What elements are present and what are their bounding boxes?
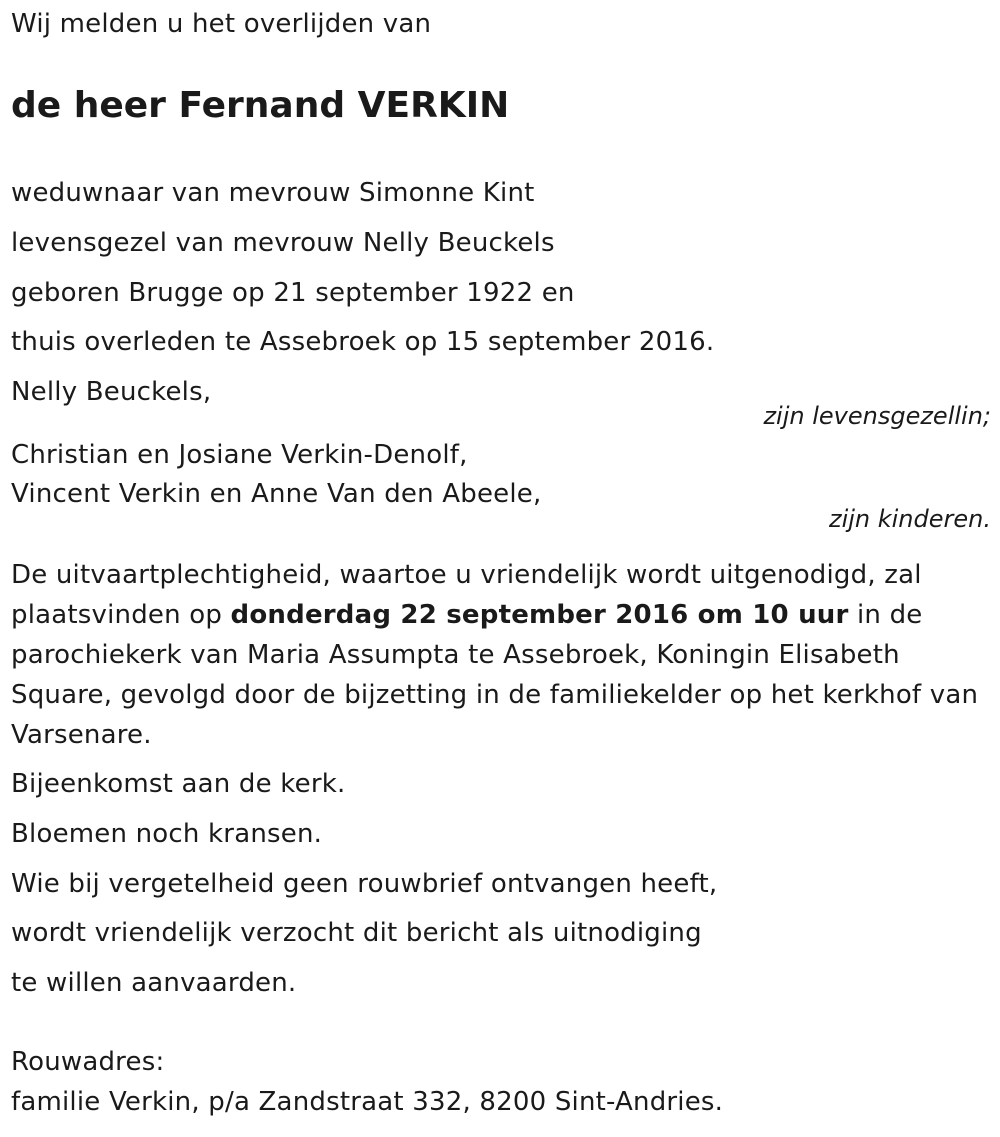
ceremony-paragraph: [11, 555, 991, 755]
child-line: Vincent Verkin en Anne Van den Abeele,: [11, 479, 542, 509]
note-gathering: Bijeenkomst aan de kerk.: [11, 769, 346, 799]
note-invitation-3: te willen aanvaarden.: [11, 968, 297, 998]
intro-text: Wij melden u het overlijden van: [11, 9, 432, 39]
ceremony-text-before: De uitvaartplechtigheid, waartoe u vriendelijk wordt uitgenodigd, zal plaatsvinden op: [11, 560, 922, 630]
address-label: Rouwadres:: [11, 1047, 165, 1077]
detail-line-death: thuis overleden te Assebroek op 15 september 2016.: [11, 327, 715, 357]
partner-name: Nelly Beuckels,: [11, 377, 212, 407]
children-role: zijn kinderen.: [828, 505, 991, 533]
ceremony-datetime: donderdag 22 september 2016 om 10 uur: [230, 600, 849, 630]
detail-line-partner: levensgezel van mevrouw Nelly Beuckels: [11, 228, 555, 258]
detail-line-birth: geboren Brugge op 21 september 1922 en: [11, 278, 575, 308]
note-invitation-2: wordt vriendelijk verzocht dit bericht als uitnodiging: [11, 918, 702, 948]
partner-role: zijn levensgezellin;: [763, 402, 991, 430]
child-line: Christian en Josiane Verkin-Denolf,: [11, 440, 468, 470]
note-invitation-1: Wie bij vergetelheid geen rouwbrief ontvangen heeft,: [11, 869, 718, 899]
deceased-name: de heer Fernand VERKIN: [11, 85, 510, 126]
address-value: familie Verkin, p/a Zandstraat 332, 8200 Sint-Andries.: [11, 1087, 724, 1117]
note-flowers: Bloemen noch kransen.: [11, 819, 323, 849]
ceremony-text-after: in de parochiekerk van Maria Assumpta te Assebroek, Koningin Elisabeth Square, gevolgd door de bijzetting in de familiekelder op het kerkhof van Varsenare.: [11, 600, 979, 750]
detail-line-widower: weduwnaar van mevrouw Simonne Kint: [11, 178, 535, 208]
